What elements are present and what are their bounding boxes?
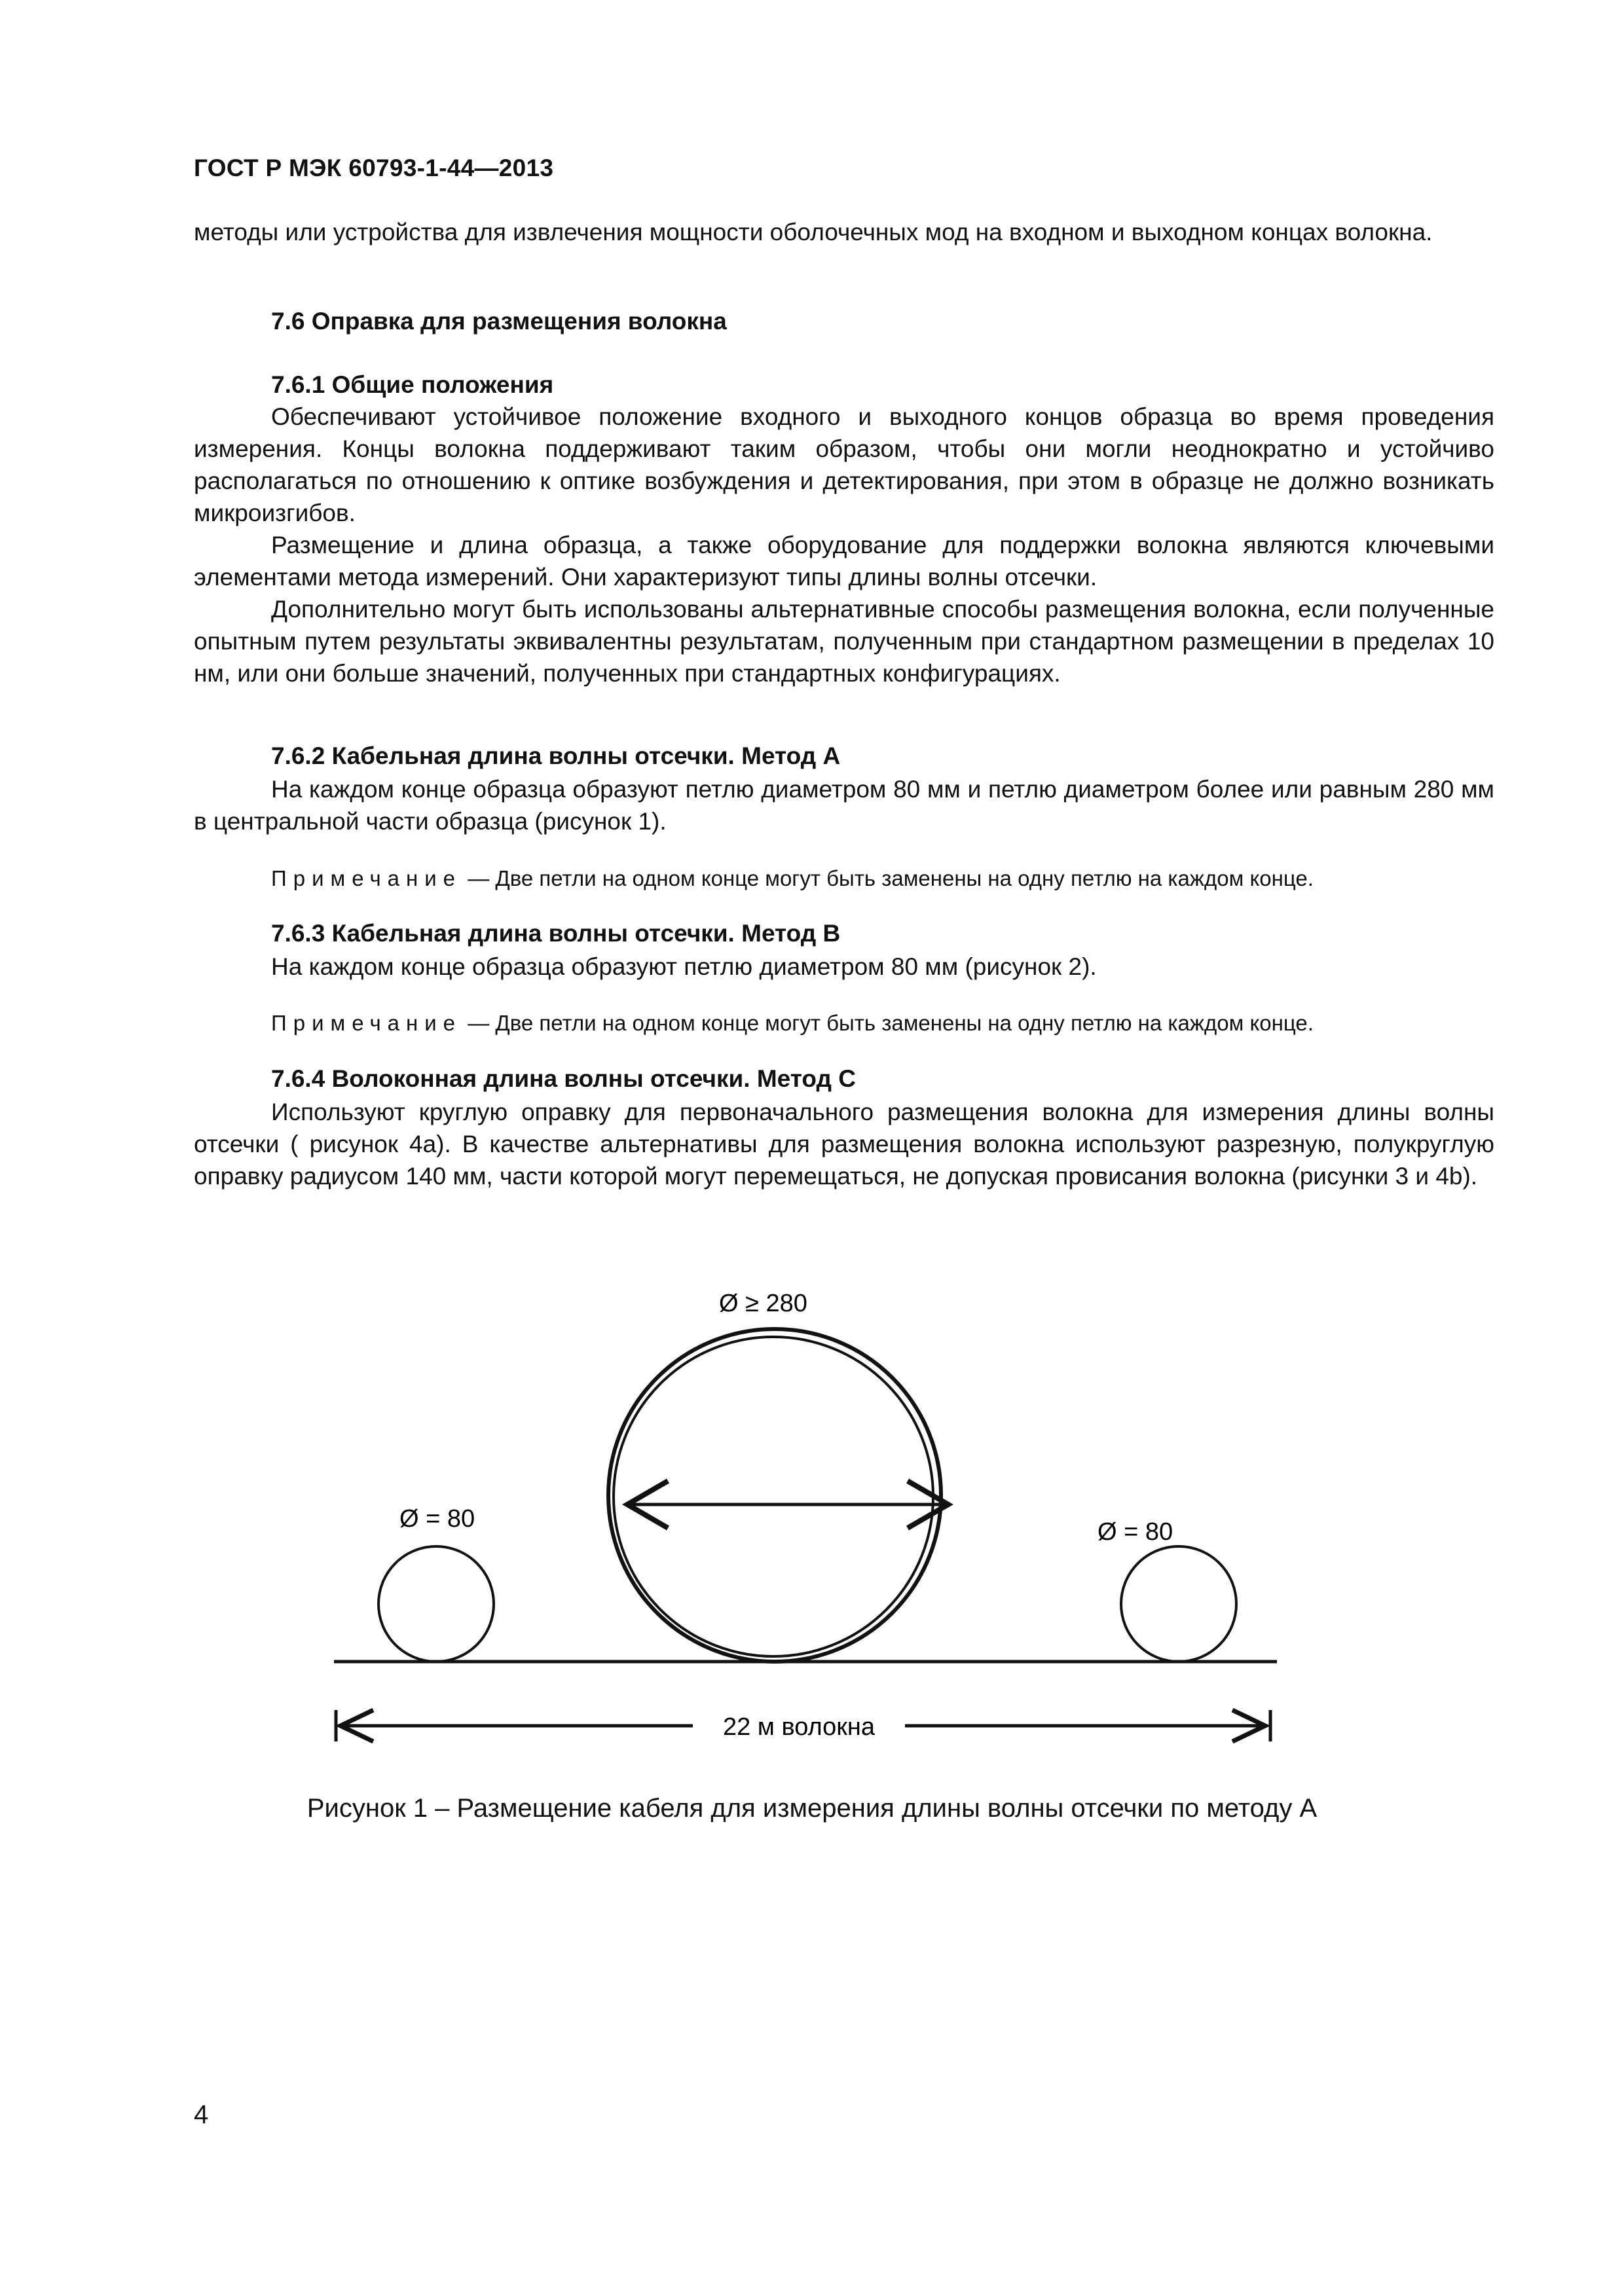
big-loop-inner [614, 1337, 933, 1656]
note-text: — Две петли на одном конце могут быть заменены на одну петлю на каждом конце. [468, 1011, 1314, 1035]
paragraph: Используют круглую оправку для первоначального размещения волокна для измерения длины волны отсечки ( рисунок 4а). В качестве альтернативы для размещения волокна используют разрезную, полукруглую оправку радиусом 140 мм, части которой могут перемещаться, не допуская провисания волокна (рисунки 3 и 4b). [194, 1099, 1494, 1190]
note-label: Примечание [271, 1011, 462, 1035]
figure-1-caption: Рисунок 1 – Размещение кабеля для измерения длины волны отсечки по методу А [306, 1794, 1318, 1823]
length-label: 22 м волокна [722, 1713, 876, 1741]
note-7-6-2 [271, 866, 1314, 891]
paragraph: На каждом конце образца образуют петлю диаметром 80 мм (рисунок 2). [271, 953, 1097, 980]
paragraph: Размещение и длина образца, а также оборудование для поддержки волокна являются ключевыми элементами метода измерений. Они характеризуют типы длины волны отсечки. [194, 532, 1494, 591]
right-loop-label: Ø = 80 [1098, 1518, 1173, 1546]
section-7-6-1-title: 7.6.1 Общие положения [271, 371, 554, 398]
paragraph: Обеспечивают устойчивое положение входного и выходного концов образца во время проведения измерения. Концы волокна поддерживают таким образом, чтобы они могли неоднократно и устойчиво располагаться по отношению к оптике возбуждения и детектирования, при этом в образце не должно возникать микроизгибов. [194, 403, 1494, 526]
intro-paragraph [194, 216, 1494, 248]
document-header: ГОСТ Р МЭК 60793-1-44—2013 [194, 155, 554, 181]
note-text: — Две петли на одном конце могут быть заменены на одну петлю на каждом конце. [468, 866, 1314, 890]
figure-1-diagram [0, 1244, 1624, 1833]
note-label: Примечание [271, 866, 462, 890]
paragraph: На каждом конце образца образуют петлю диаметром 80 мм и петлю диаметром более или равным 280 мм в центральной части образца (рисунок 1). [194, 776, 1494, 835]
section-7-6-2-title: 7.6.2 Кабельная длина волны отсечки. Метод А [271, 742, 841, 769]
section-7-6-4-title: 7.6.4 Волоконная длина волны отсечки. Метод С [271, 1065, 856, 1092]
big-loop-label: Ø ≥ 280 [719, 1290, 807, 1317]
note-7-6-3 [271, 1011, 1314, 1036]
paragraph: Дополнительно могут быть использованы альтернативные способы размещения волокна, если полученные опытным путем результаты эквивалентны результатам, полученным при стандартном размещении в пределах 10 нм, или они больше значений, полученных при стандартных конфигурациях. [194, 596, 1494, 687]
big-loop-outer [608, 1329, 941, 1662]
page-number: 4 [194, 2100, 209, 2129]
section-7-6-1-body [194, 401, 1494, 689]
section-7-6-3-title: 7.6.3 Кабельная длина волны отсечки. Метод В [271, 920, 841, 947]
left-loop [378, 1546, 494, 1662]
section-7-6-3-body [194, 951, 1494, 983]
section-7-6-4-body [194, 1096, 1494, 1192]
section-7-6-title: 7.6 Оправка для размещения волокна [271, 308, 727, 335]
left-loop-label: Ø = 80 [399, 1505, 475, 1533]
intro-text: методы или устройства для извлечения мощности оболочечных мод на входном и выходном концах волокна. [194, 219, 1433, 246]
right-loop [1121, 1546, 1236, 1662]
section-7-6-2-body [194, 773, 1494, 837]
